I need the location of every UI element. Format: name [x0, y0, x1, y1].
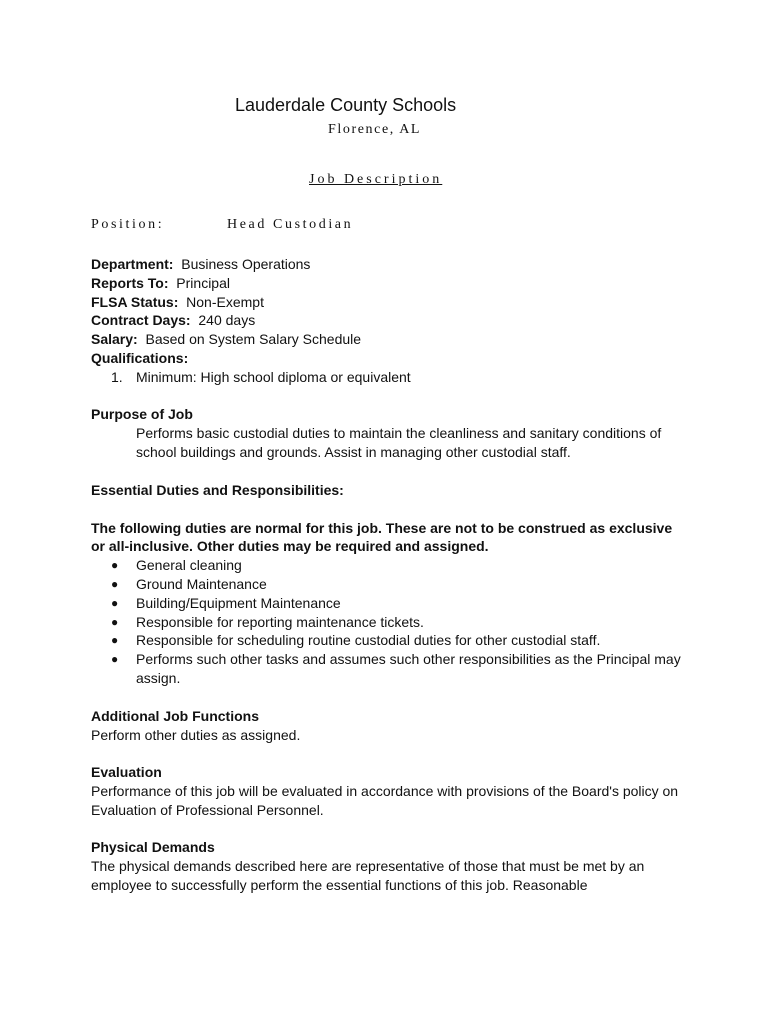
bullet-icon: ● — [111, 633, 119, 648]
qualifications-label: Qualifications: — [91, 349, 189, 366]
duties-statement-line: The following duties are normal for this job. These are not to be construed as exclusive — [91, 519, 673, 536]
bullet-icon: ● — [111, 558, 119, 573]
qualifications-list — [91, 368, 691, 387]
purpose-heading: Purpose of Job — [91, 406, 193, 422]
purpose-section — [91, 405, 691, 461]
duty-text: General cleaning — [136, 557, 242, 574]
bullet-icon: ● — [111, 652, 119, 667]
duty-item — [91, 575, 691, 594]
duty-text: Responsible for scheduling routine custodial duties for other custodial staff. — [136, 632, 601, 649]
contract-days-row — [91, 311, 691, 330]
duty-item — [91, 556, 691, 575]
salary-value: Based on System Salary Schedule — [145, 331, 362, 348]
document-title: Job Description — [309, 172, 443, 187]
additional-functions-heading: Additional Job Functions — [91, 708, 259, 724]
organization-name: Lauderdale County Schools — [235, 95, 457, 115]
duty-text: Building/Equipment Maintenance — [136, 594, 341, 611]
bullet-icon: ● — [111, 576, 119, 591]
position-value: Head Custodian — [227, 217, 354, 232]
flsa-status-value: Non-Exempt — [186, 293, 264, 310]
qualification-item — [111, 368, 691, 387]
additional-functions-section — [91, 707, 691, 745]
physical-demands-heading: Physical Demands — [91, 839, 215, 855]
evaluation-text-line: Evaluation of Professional Personnel. — [91, 801, 324, 818]
essential-duties-section — [91, 481, 691, 688]
qualification-number: 1. — [111, 368, 123, 385]
reports-to-label: Reports To: — [91, 274, 169, 291]
duties-statement-line: or all-inclusive. Other duties may be required and assigned. — [91, 538, 489, 555]
department-value: Business Operations — [181, 256, 311, 272]
position-label: Position: — [91, 217, 165, 232]
additional-functions-text: Perform other duties as assigned. — [91, 726, 301, 743]
essential-duties-heading: Essential Duties and Responsibilities: — [91, 482, 344, 498]
salary-row — [91, 330, 691, 349]
salary-label: Salary: — [91, 331, 138, 348]
duty-text: Responsible for reporting maintenance tickets. — [136, 613, 424, 630]
flsa-status-label: FLSA Status: — [91, 293, 179, 310]
evaluation-section — [91, 763, 691, 819]
purpose-text-line: Performs basic custodial duties to maintain the cleanliness and sanitary conditions of — [136, 424, 662, 441]
physical-demands-text-line: The physical demands described here are representative of those that must be met by an — [91, 857, 645, 874]
physical-demands-text-line: employee to successfully perform the essential functions of this job. Reasonable — [91, 876, 588, 893]
contract-days-label: Contract Days: — [91, 312, 191, 329]
evaluation-text-line: Performance of this job will be evaluated in accordance with provisions of the Board's policy on — [91, 782, 679, 799]
physical-demands-section — [91, 838, 691, 894]
department-row — [91, 255, 691, 274]
bullet-icon: ● — [111, 595, 119, 610]
duty-item — [91, 613, 691, 632]
position-line — [91, 217, 354, 233]
flsa-status-row — [91, 293, 691, 312]
duty-item — [91, 594, 691, 613]
job-fields — [91, 255, 691, 387]
qualification-text: Minimum: High school diploma or equivalent — [136, 368, 411, 385]
contract-days-value: 240 days — [198, 312, 256, 329]
reports-to-value: Principal — [176, 274, 230, 291]
reports-to-row — [91, 274, 691, 293]
department-label: Department: — [91, 256, 174, 272]
duties-list — [91, 556, 691, 688]
duty-text: Performs such other tasks and assumes such other responsibilities as the Principal may assign. — [136, 651, 681, 686]
purpose-text-line: school buildings and grounds. Assist in managing other custodial staff. — [136, 443, 571, 460]
bullet-icon: ● — [111, 614, 119, 629]
duty-text: Ground Maintenance — [136, 575, 267, 592]
organization-city: Florence, AL — [328, 122, 422, 137]
duty-item — [91, 631, 691, 650]
duty-item — [91, 650, 681, 688]
evaluation-heading: Evaluation — [91, 764, 162, 780]
